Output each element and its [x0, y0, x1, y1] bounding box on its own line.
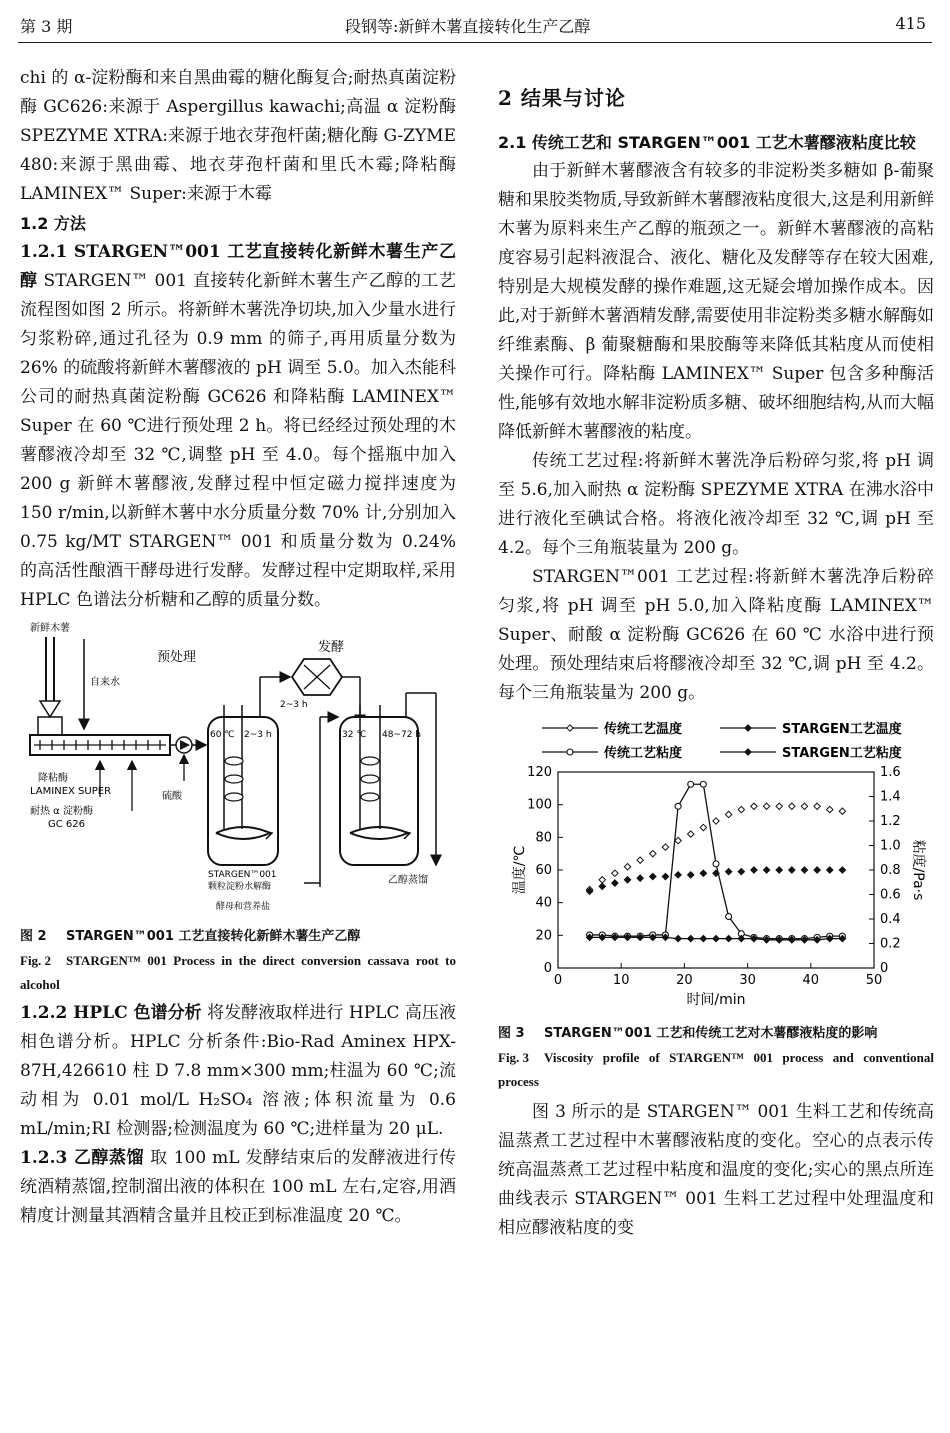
label-stargen-a: STARGEN™001	[208, 870, 277, 880]
label-cond2b: 48~72 h	[382, 730, 422, 740]
figure-3-caption-text: STARGEN™001 工艺和传统工艺对木薯醪液粘度的影响	[544, 1026, 878, 1041]
paragraph-stargen-process: STARGEN™001 工艺过程:将新鲜木薯洗净后粉碎匀浆,将 pH 调至 pH 5.0,加入降粘度酶 LAMINEX™ Super、耐酸 α 淀粉酶 GC626 在 60 ℃ 水浴中进行预处理。预处理结束后将醪液冷却至 32 ℃,调 pH 至 4.2。每个三角瓶装量为 200 g。	[498, 567, 934, 703]
section-1-2-3-body: 取 100 mL 发酵结束后的发酵液进行传统酒精蒸馏,控制溜出液的体积在 100 mL 左右,定容,用酒精度计测量其酒精含量并且校正到标准温度 20 ℃。	[20, 1148, 456, 1226]
label-time2: 2~3 h	[280, 700, 308, 710]
figure-3-label: 图 3	[498, 1026, 525, 1041]
series-1-point	[751, 803, 757, 809]
label-pretreat: 预处理	[157, 650, 197, 665]
series-2-point	[839, 867, 845, 873]
y-right-tick-label: 1.4	[880, 789, 901, 805]
figure-2-caption-en	[20, 949, 456, 997]
series-3-point	[700, 781, 706, 787]
running-title: 段钢等:新鲜木薯直接转化生产乙醇	[345, 17, 591, 36]
x-tick-label: 50	[865, 973, 883, 988]
series-2-point	[650, 873, 656, 879]
section-1-2-heading: 1.2 方法	[20, 214, 86, 233]
label-fresh-cassava: 新鲜木薯	[30, 623, 70, 634]
running-header	[0, 0, 950, 44]
label-cond2a: 32 ℃	[342, 730, 367, 740]
series-4-point	[713, 935, 719, 941]
figure-3-caption-en-text: Viscosity profile of STARGEN™ 001 process and conventional process	[498, 1050, 934, 1089]
figure-3-chart	[498, 714, 934, 1014]
x-tick-label: 10	[612, 973, 630, 988]
section-2-1-heading: 2.1 传统工艺和 STARGEN™001 工艺木薯醪液粘度比较	[498, 133, 916, 152]
section-1-2-2	[20, 999, 456, 1144]
series-2-point	[612, 880, 618, 886]
y-right-tick-label: 0.2	[880, 936, 901, 952]
series-1-point	[624, 864, 630, 870]
label-enzyme2b: GC 626	[48, 819, 85, 830]
header-rule	[18, 42, 932, 43]
series-1-point	[827, 806, 833, 812]
x-tick-label: 20	[676, 973, 693, 988]
series-1-point	[801, 803, 807, 809]
paragraph-viscosity-intro: 由于新鲜木薯醪液含有较多的非淀粉类多糖如 β-葡聚糖和果胶类物质,导致新鲜木薯醪液粘度很大,这是利用新鲜木薯为原料来生产乙醇的瓶颈之一。新鲜木薯醪液的高粘度容易引起料液混合、液化、糖化及发酵等存在较大困难,特别是大规模发酵的操作难题,这无疑会增加操作成本。因此,对于新鲜木薯酒精发酵,需要使用非淀粉类多糖水解酶如纤维素酶、β 葡聚糖酶和果胶酶等来降低其粘度从而使相关操作可行。降粘酶 LAMINEX™ Super 包含多种酶活性,能够有效地水解非淀粉质多糖、破坏细胞结构,从而大幅降低新鲜木薯醪液的粘度。	[498, 161, 934, 442]
label-tap-water: 自来水	[90, 677, 120, 688]
y-left-tick-label: 80	[535, 830, 552, 846]
series-4-point	[675, 935, 681, 941]
page-number: 415	[895, 14, 926, 33]
series-1-point	[700, 824, 706, 830]
y-right-tick-label: 0.4	[880, 912, 901, 927]
series-3-point	[713, 861, 719, 867]
label-enzyme1b: LAMINEX SUPER	[30, 786, 112, 797]
grinder-box	[38, 717, 62, 735]
y-right-tick-label: 1.0	[880, 838, 901, 854]
y-left-tick-label: 0	[543, 961, 552, 976]
label-cond-60c: 60 ℃	[210, 730, 235, 740]
legend-label: STARGEN工艺粘度	[782, 746, 902, 761]
series-1-point	[662, 844, 668, 850]
series-1-point	[776, 803, 782, 809]
section-1-2-1-body: STARGEN™ 001 直接转化新鲜木薯生产乙醇的工艺流程图如图 2 所示。将新鲜木薯洗净切块,加入少量水进行匀浆粉碎,通过孔径为 0.9 mm 的筛子,再用质量分数为 26% 的硫酸将新鲜木薯醪液的 pH 调至 5.0。加入杰能科公司的耐热真菌淀粉酶 GC626 和降粘酶 LAMINEX™ Super 在 60 ℃进行预处理 2 h。将已经经过预处理的木薯醪液冷却至 32 ℃,调整 pH 至 4.0。每个摇瓶中加入 200 g 新鲜木薯醪液,发酵过程中恒定磁力搅拌速度为 150 r/min,以新鲜木薯中水分质量分数 70% 计,分别加入 0.75 kg/MT STARGEN™ 001 和质量分数为 0.24% 的高活性酿酒干酵母进行发酵。发酵过程中定期取样,采用 HPLC 色谱法分析糖和乙醇的质量分数。	[20, 271, 457, 610]
y-right-tick-label: 0.8	[880, 863, 901, 878]
figure-2-caption-cn	[20, 925, 456, 949]
x-tick-label: 0	[553, 973, 563, 988]
figure-2-flowchart	[20, 621, 456, 921]
section-1-2-2-heading: 1.2.2 HPLC 色谱分析	[20, 1003, 202, 1023]
series-2-point	[637, 875, 643, 881]
figure-3-caption-cn	[498, 1022, 934, 1046]
section-1-2-3-heading: 1.2.3 乙醇蒸馏	[20, 1148, 145, 1168]
series-4-point	[688, 935, 694, 941]
series-3-point	[726, 914, 732, 920]
series-2-point	[814, 867, 820, 873]
label-acid: 硫酸	[162, 791, 182, 802]
section-1-2-3	[20, 1144, 456, 1231]
x-tick-label: 40	[802, 973, 820, 988]
left-column	[20, 64, 456, 1231]
y-right-tick-label: 0.6	[880, 887, 901, 903]
legend-marker	[745, 725, 751, 731]
figure-2-caption-text: STARGEN™001 工艺直接转化新鲜木薯生产乙醇	[66, 929, 361, 944]
series-1-point	[713, 818, 719, 824]
right-column	[498, 64, 934, 1243]
label-ferment: 发酵	[318, 640, 345, 655]
y-left-tick-label: 100	[527, 797, 552, 813]
legend-marker	[567, 725, 573, 731]
x-axis-label: 时间/min	[686, 992, 746, 1008]
series-1-point	[688, 831, 694, 837]
label-enzyme2a: 耐热 α 淀粉酶	[30, 806, 93, 817]
y-left-tick-label: 60	[535, 863, 552, 878]
series-2-point	[725, 868, 731, 874]
legend-marker	[567, 749, 573, 755]
section-1-2-1-heading: 1.2.1 STARGEN™001 工艺直接转化新鲜木薯生产乙醇	[20, 242, 456, 291]
y-right-tick-label: 1.6	[880, 765, 901, 780]
y-left-axis-label: 温度/℃	[512, 845, 528, 895]
series-2-point	[763, 867, 769, 873]
label-yeast: 酵母和营养盐	[216, 902, 271, 912]
materials-tail: chi 的 α-淀粉酶和来自黑曲霉的糖化酶复合;耐热真菌淀粉酶 GC626:来源于 Aspergillus kawachi;高温 α 淀粉酶 SPEZYME XTRA:来源于地衣芽孢杆菌;糖化酶 G-ZYME 480:来源于黑曲霉、地衣芽孢杆菌和里氏木霉;降粘酶 LAMINEX™ Super:来源于木霉	[20, 68, 456, 204]
figure-2-label: 图 2	[20, 929, 47, 944]
y-left-tick-label: 120	[527, 765, 552, 780]
series-2-point	[776, 867, 782, 873]
series-1-point	[650, 850, 656, 856]
section-1-2-2-body: 将发酵液取样进行 HPLC 高压液相色谱分析。HPLC 分析条件:Bio-Rad Aminex HPX-87H,426610 柱 D 7.8 mm×300 mm;柱温为 60 ℃;流动相为 0.01 mol/L H₂SO₄ 溶液;体积流量为 0.6 mL/min;RI 检测器;检测温度为 60 ℃;进样量为 20 μL.	[20, 1003, 456, 1139]
series-1-point	[738, 806, 744, 812]
arrow-head-cassava	[40, 701, 60, 717]
series-1-point	[637, 857, 643, 863]
paragraph-figure-3-discussion: 图 3 所示的是 STARGEN™ 001 生料工艺和传统高温蒸煮工艺过程中木薯醪液粘度的变化。空心的点表示传统高温蒸煮工艺过程中粘度和温度的变化;实心的黑点所连曲线表示 STARGEN™ 001 生料工艺过程中处理温度和相应醪液粘度的变	[498, 1102, 934, 1238]
y-right-tick-label: 0	[880, 961, 889, 976]
figure-3-caption-en	[498, 1046, 934, 1094]
flowchart-svg	[20, 621, 456, 921]
series-2-point	[662, 873, 668, 879]
label-enzyme1a: 降粘酶	[38, 773, 68, 784]
series-4-point	[725, 935, 731, 941]
series-1-point	[725, 811, 731, 817]
x-tick-label: 30	[739, 973, 756, 988]
y-left-tick-label: 20	[535, 928, 552, 944]
figure-2-label-en: Fig. 2	[20, 953, 52, 968]
series-1-point	[839, 808, 845, 814]
series-1-point	[675, 837, 681, 843]
label-stargen-b: 颗粒淀粉水解酶	[208, 882, 272, 892]
series-2-point	[700, 870, 706, 876]
series-2-point	[599, 883, 605, 889]
series-2-point	[738, 868, 744, 874]
series-2-point	[789, 867, 795, 873]
series-4-point	[700, 935, 706, 941]
issue-label: 第 3 期	[20, 17, 73, 36]
legend-marker	[745, 749, 751, 755]
series-1-point	[612, 870, 618, 876]
label-distill: 乙醇蒸馏	[388, 875, 428, 886]
series-1-point	[789, 803, 795, 809]
series-1-point	[599, 877, 605, 883]
paragraph-traditional-process: 传统工艺过程:将新鲜木薯洗净后粉碎匀浆,将 pH 调至 5.6,加入耐热 α 淀粉酶 SPEZYME XTRA 在沸水浴中进行液化至碘试合格。将液化液冷却至 32 ℃,调 pH 至 4.2。每个三角瓶装量为 200 g。	[498, 451, 934, 558]
y-right-tick-label: 1.2	[880, 814, 901, 829]
series-3-point	[675, 803, 681, 809]
series-1-point	[814, 803, 820, 809]
y-left-tick-label: 40	[535, 895, 552, 911]
legend-label: STARGEN工艺温度	[782, 722, 902, 737]
series-2-point	[688, 872, 694, 878]
figure-3-label-en: Fig. 3	[498, 1050, 530, 1065]
series-2-point	[751, 867, 757, 873]
viscosity-chart-svg	[498, 714, 934, 1014]
series-2-point	[624, 877, 630, 883]
series-2-point	[827, 867, 833, 873]
legend-label: 传统工艺粘度	[604, 746, 683, 761]
y-right-axis-label: 粘度/Pa·s	[910, 839, 926, 901]
section-1-2-1	[20, 238, 456, 615]
series-2-point	[675, 872, 681, 878]
legend-label: 传统工艺温度	[604, 722, 683, 737]
series-1-point	[763, 803, 769, 809]
series-3-point	[688, 781, 694, 787]
label-cond-2-3h: 2~3 h	[244, 730, 272, 740]
series-2-point	[801, 867, 807, 873]
figure-2-caption-en-text: STARGEN™ 001 Process in the direct conversion cassava root to alcohol	[20, 953, 456, 992]
section-2-heading: 2 结果与讨论	[498, 86, 626, 110]
